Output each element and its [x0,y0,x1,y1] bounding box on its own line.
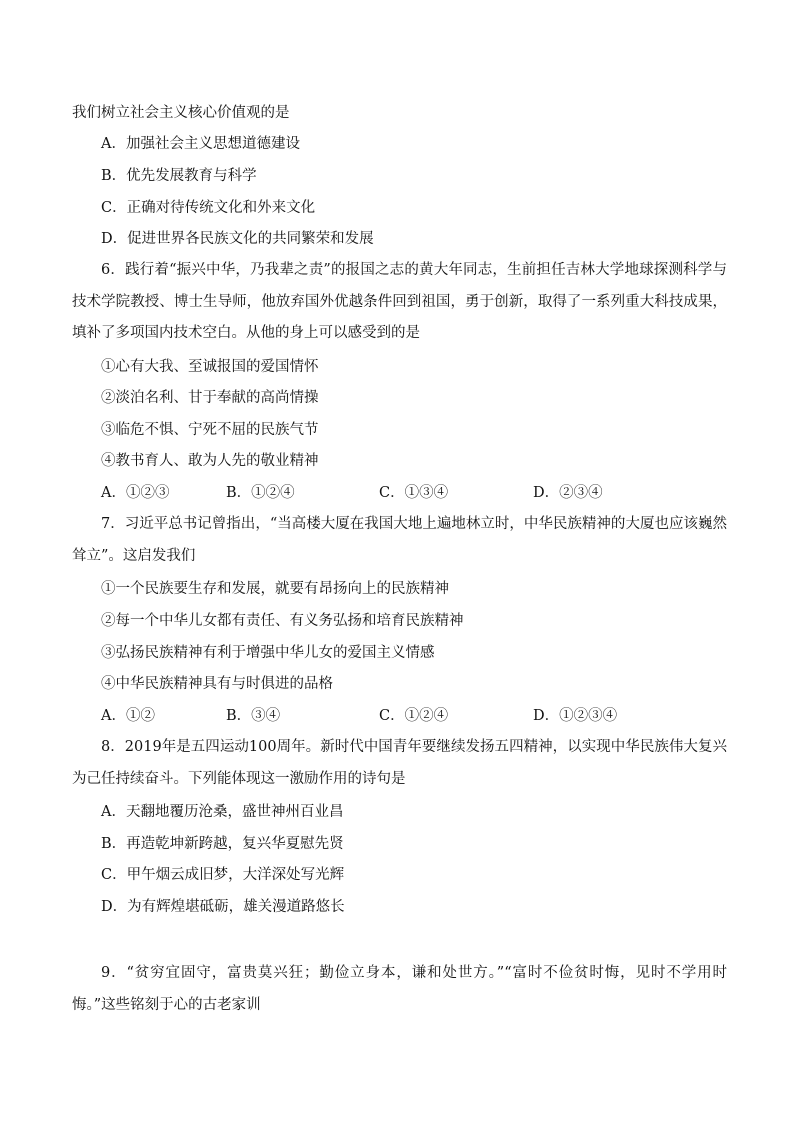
q6-stem: 6．践行着“振兴中华，乃我辈之责”的报国之志的黄大年同志，生前担任吉林大学地球探测科学与技术学院教授、博士生导师，他放弃国外优越条件回到祖国，勇于创新，取得了一系列重大科技成果，填补了多项国内技术空白。从他的身上可以感受到的是 [72,262,727,341]
q6-choices [101,483,721,503]
q7-statement-4: ④中华民族精神具有与时俱进的品格 [101,676,333,692]
q7-stem: 7．习近平总书记曾指出，“当高楼大厦在我国大地上遍地林立时，中华民族精神的大厦也应该巍然耸立”。这启发我们 [72,516,727,564]
q6-statement-4: ④教书育人、敢为人先的敬业精神 [101,453,319,469]
q6-statement-2: ②淡泊名利、甘于奉献的高尚情操 [101,390,319,406]
q6-choice-d: D．②③④ [533,485,603,501]
q6-statement-3: ③临危不惧、宁死不屈的民族气节 [101,422,319,438]
q7-choice-c: C．①②④ [379,708,449,724]
q7-statement-3: ③弘扬民族精神有利于增强中华儿女的爱国主义情感 [101,645,435,661]
q7-choice-b: B．③④ [226,708,281,724]
q8-option-a: A．天翻地覆历沧桑，盛世神州百业昌 [101,804,344,820]
q5-stem-tail: 我们树立社会主义核心价值观的是 [72,105,290,121]
q6-statement-1: ①心有大我、至诚报国的爱国情怀 [101,359,319,375]
q7-choice-d: D．①②③④ [533,708,618,724]
q8-option-b: B．再造乾坤新跨越，复兴华夏慰先贤 [101,836,344,852]
q6-choice-c: C．①③④ [379,485,449,501]
q8-option-c: C．甲午烟云成旧梦，大洋深处写光辉 [101,867,345,883]
q8-option-d: D．为有辉煌堪砥砺，雄关漫道路悠长 [101,899,345,915]
q7-statement-2: ②每一个中华儿女都有责任、有义务弘扬和培育民族精神 [101,613,464,629]
q5-option-c: C．正确对待传统文化和外来文化 [101,200,316,216]
q5-option-b: B．优先发展教育与科学 [101,168,257,184]
q7-statement-1: ①一个民族要生存和发展，就要有昂扬向上的民族精神 [101,581,449,597]
q7-choices [101,706,721,726]
q6-choice-b: B．①②④ [226,485,295,501]
q7-choice-a: A．①② [101,708,155,724]
q8-stem: 8．2019年是五四运动100周年。新时代中国青年要继续发扬五四精神，以实现中华民族伟大复兴为己任持续奋斗。下列能体现这一激励作用的诗句是 [72,739,727,787]
q6-choice-a: A．①②③ [101,485,170,501]
q5-option-d: D．促进世界各民族文化的共同繁荣和发展 [101,231,374,247]
q9-stem: 9．“贫穷宜固守，富贵莫兴狂；勤俭立身本，谦和处世方。”“富时不俭贫时悔，见时不学用时悔。”这些铭刻于心的古老家训 [72,965,727,1013]
q5-option-a: A．加强社会主义思想道德建设 [101,136,300,152]
